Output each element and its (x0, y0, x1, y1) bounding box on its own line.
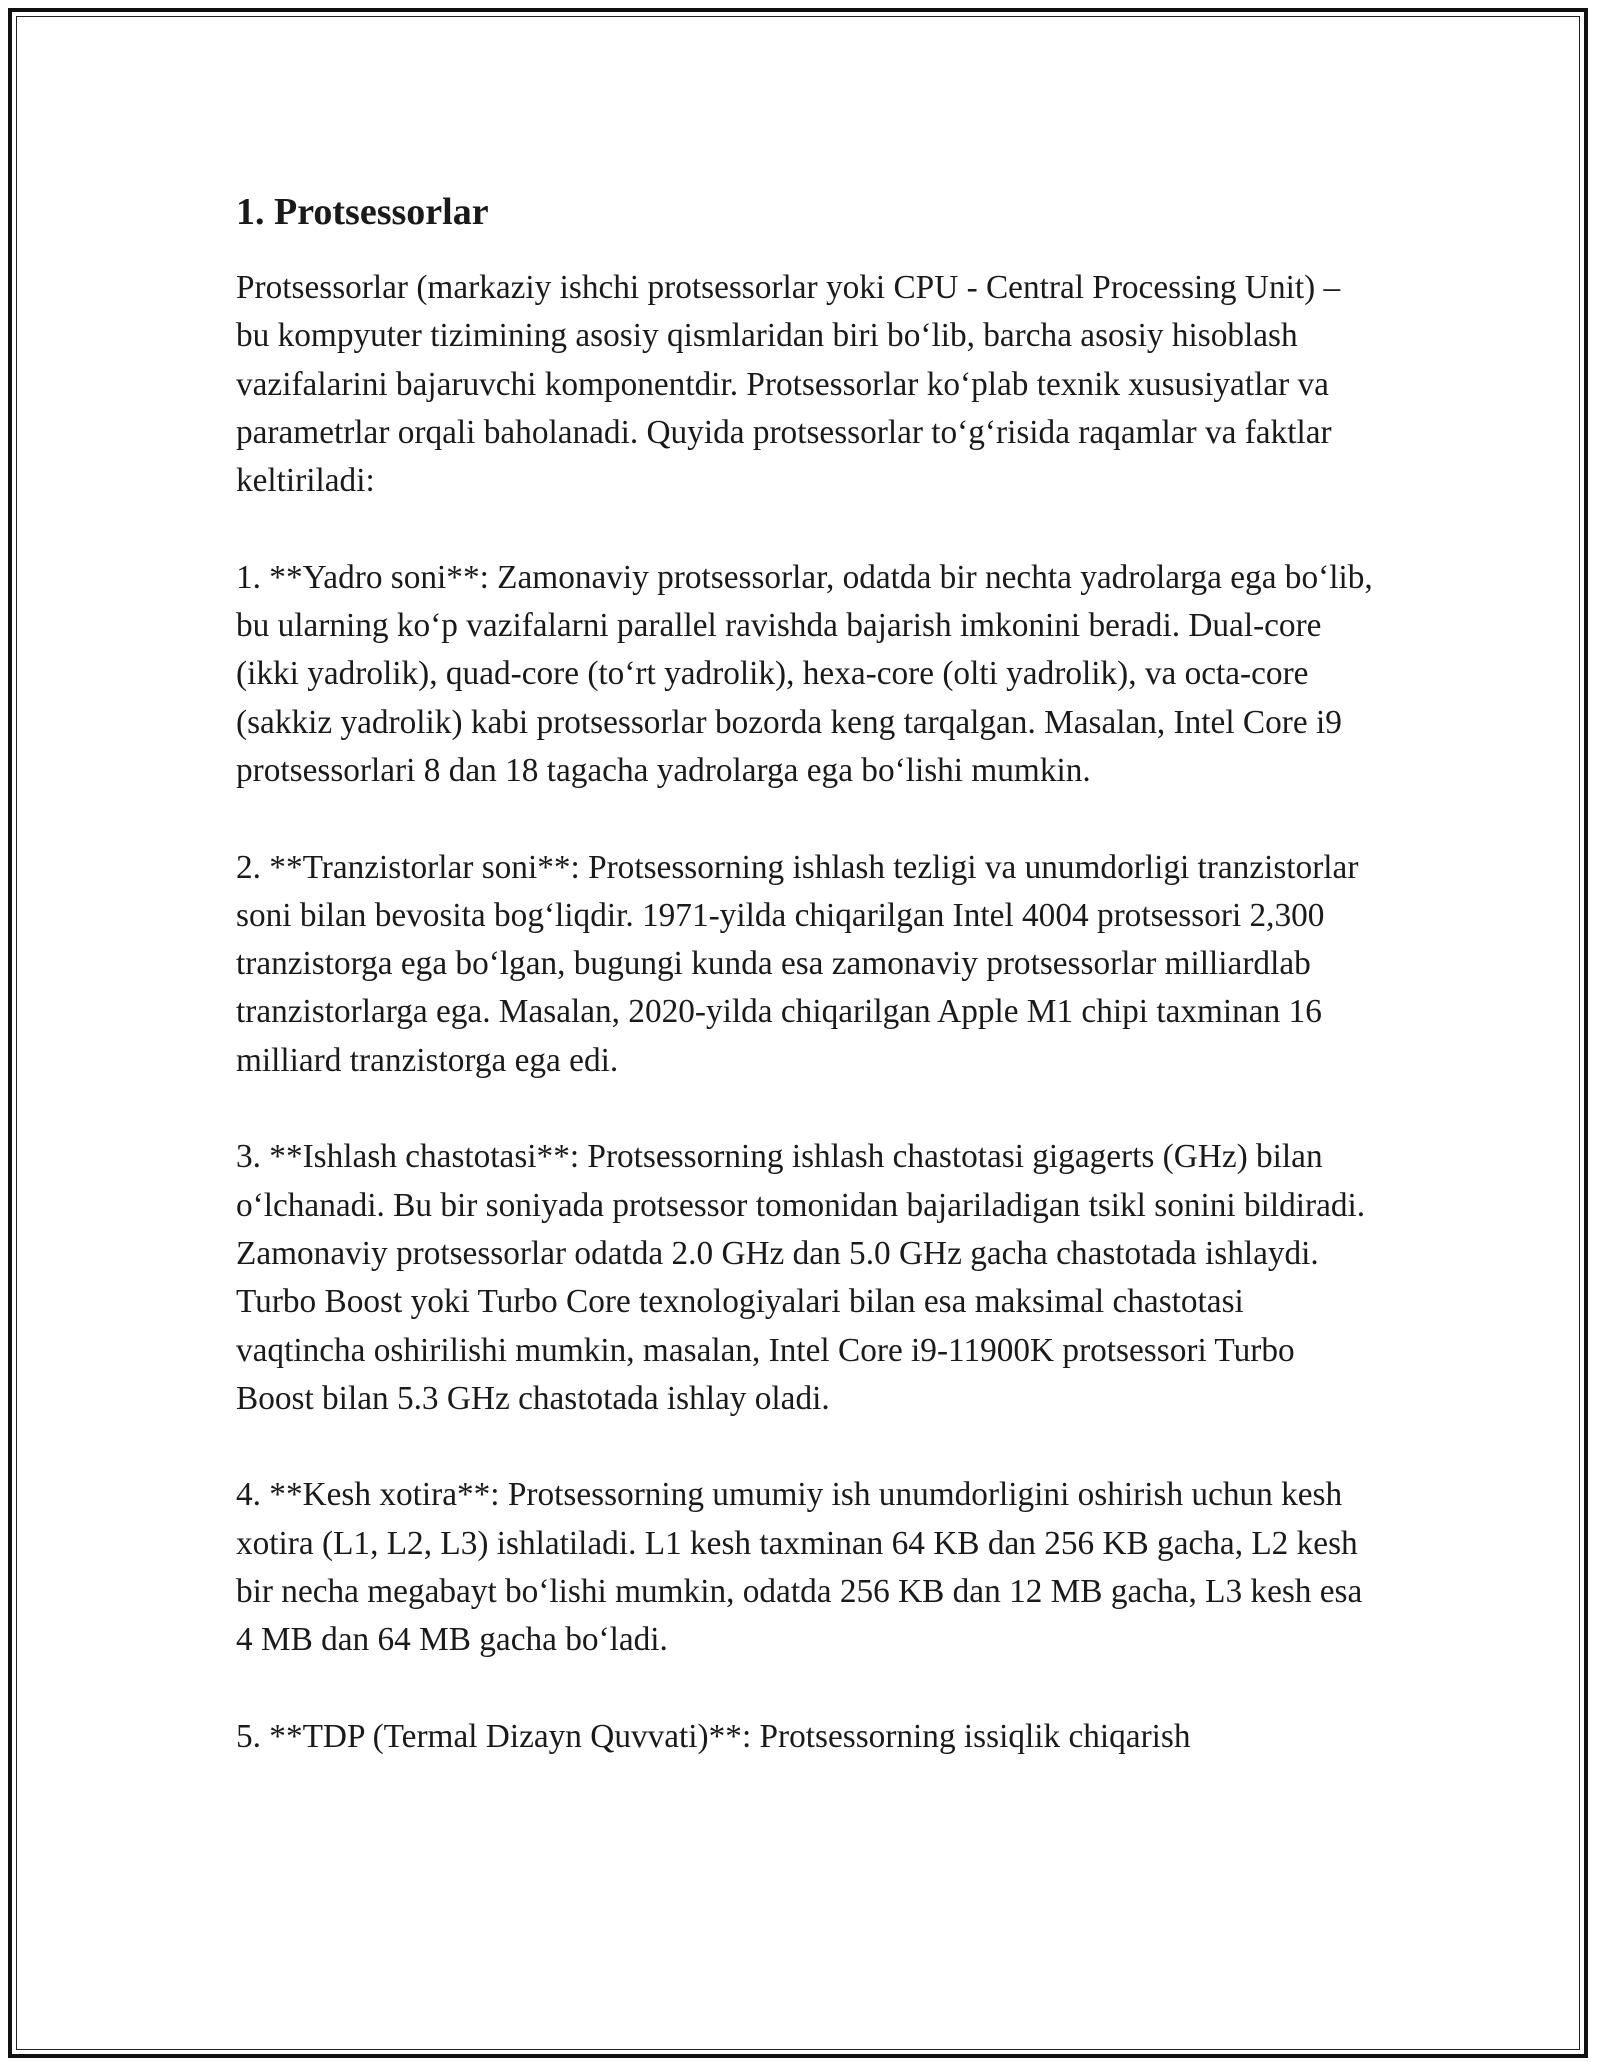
list-item-transistor-count: 2. **Tranzistorlar soni**: Protsessorning ishlash tezligi va unumdorligi tranzistorlar soni bilan bevosita bog‘liqdir. 1971-yilda chiqarilgan Intel 4004 protsessori 2,300 tranzistorga ega bo‘lgan, bugungi kunda esa zamonaviy protsessorlar milliardlab tranzistorlarga ega. Masalan, 2020-yilda chiqarilgan Apple M1 chipi taxminan 16 milliard tranzistorga ega edi. (236, 848, 1359, 1079)
list-item-core-count: 1. **Yadro soni**: Zamonaviy protsessorlar, odatda bir nechta yadrolarga ega bo‘lib, bu ularning ko‘p vazifalarni parallel ravishda bajarish imkonini beradi. Dual-core (ikki yadrolik), quad-core (to‘rt yadrolik), hexa-core (olti yadrolik), va octa-core (sakkiz yadrolik) kabi protsessorlar bozorda keng tarqalgan. Masalan, Intel Core i9 protsessorlari 8 dan 18 tagacha yadrolarga ega bo‘lishi mumkin. (236, 558, 1373, 789)
list-item-clock-frequency: 3. **Ishlash chastotasi**: Protsessorning ishlash chastotasi gigagerts (GHz) bilan o‘lchanadi. Bu bir soniyada protsessor tomonidan bajariladigan tsikl sonini bildiradi. Zamonaviy protsessorlar odatda 2.0 GHz dan 5.0 GHz gacha chastotada ishlaydi. Turbo Boost yoki Turbo Core texnologiyalari bilan esa maksimal chastotasi vaqtincha oshirilishi mumkin, masalan, Intel Core i9-11900K protsessori Turbo Boost bilan 5.3 GHz chastotada ishlay oladi. (236, 1138, 1366, 1417)
list-item-cache-memory: 4. **Kesh xotira**: Protsessorning umumiy ish unumdorligini oshirish uchun kesh xotira (L1, L2, L3) ishlatiladi. L1 kesh taxminan 64 KB dan 256 KB gacha, L2 kesh bir necha megabayt bo‘lishi mumkin, odatda 256 KB dan 12 MB gacha, L3 kesh esa 4 MB dan 64 MB gacha bo‘ladi. (236, 1476, 1363, 1659)
intro-paragraph: Protsessorlar (markaziy ishchi protsessorlar yoki CPU - Central Processing Unit) – bu kompyuter tizimining asosiy qismlaridan biri bo‘lib, barcha asosiy hisoblash vazifalarini bajaruvchi komponentdir. Protsessorlar ko‘plab texnik xususiyatlar va parametrlar orqali baholanadi. Quyida protsessorlar to‘g‘risida raqamlar va faktlar keltiriladi: (236, 269, 1341, 500)
section-heading: 1. Protsessorlar (236, 191, 489, 233)
list-item-tdp: 5. **TDP (Termal Dizayn Quvvati)**: Protsessorning issiqlik chiqarish (236, 1717, 1191, 1755)
document-body (236, 188, 1376, 1810)
